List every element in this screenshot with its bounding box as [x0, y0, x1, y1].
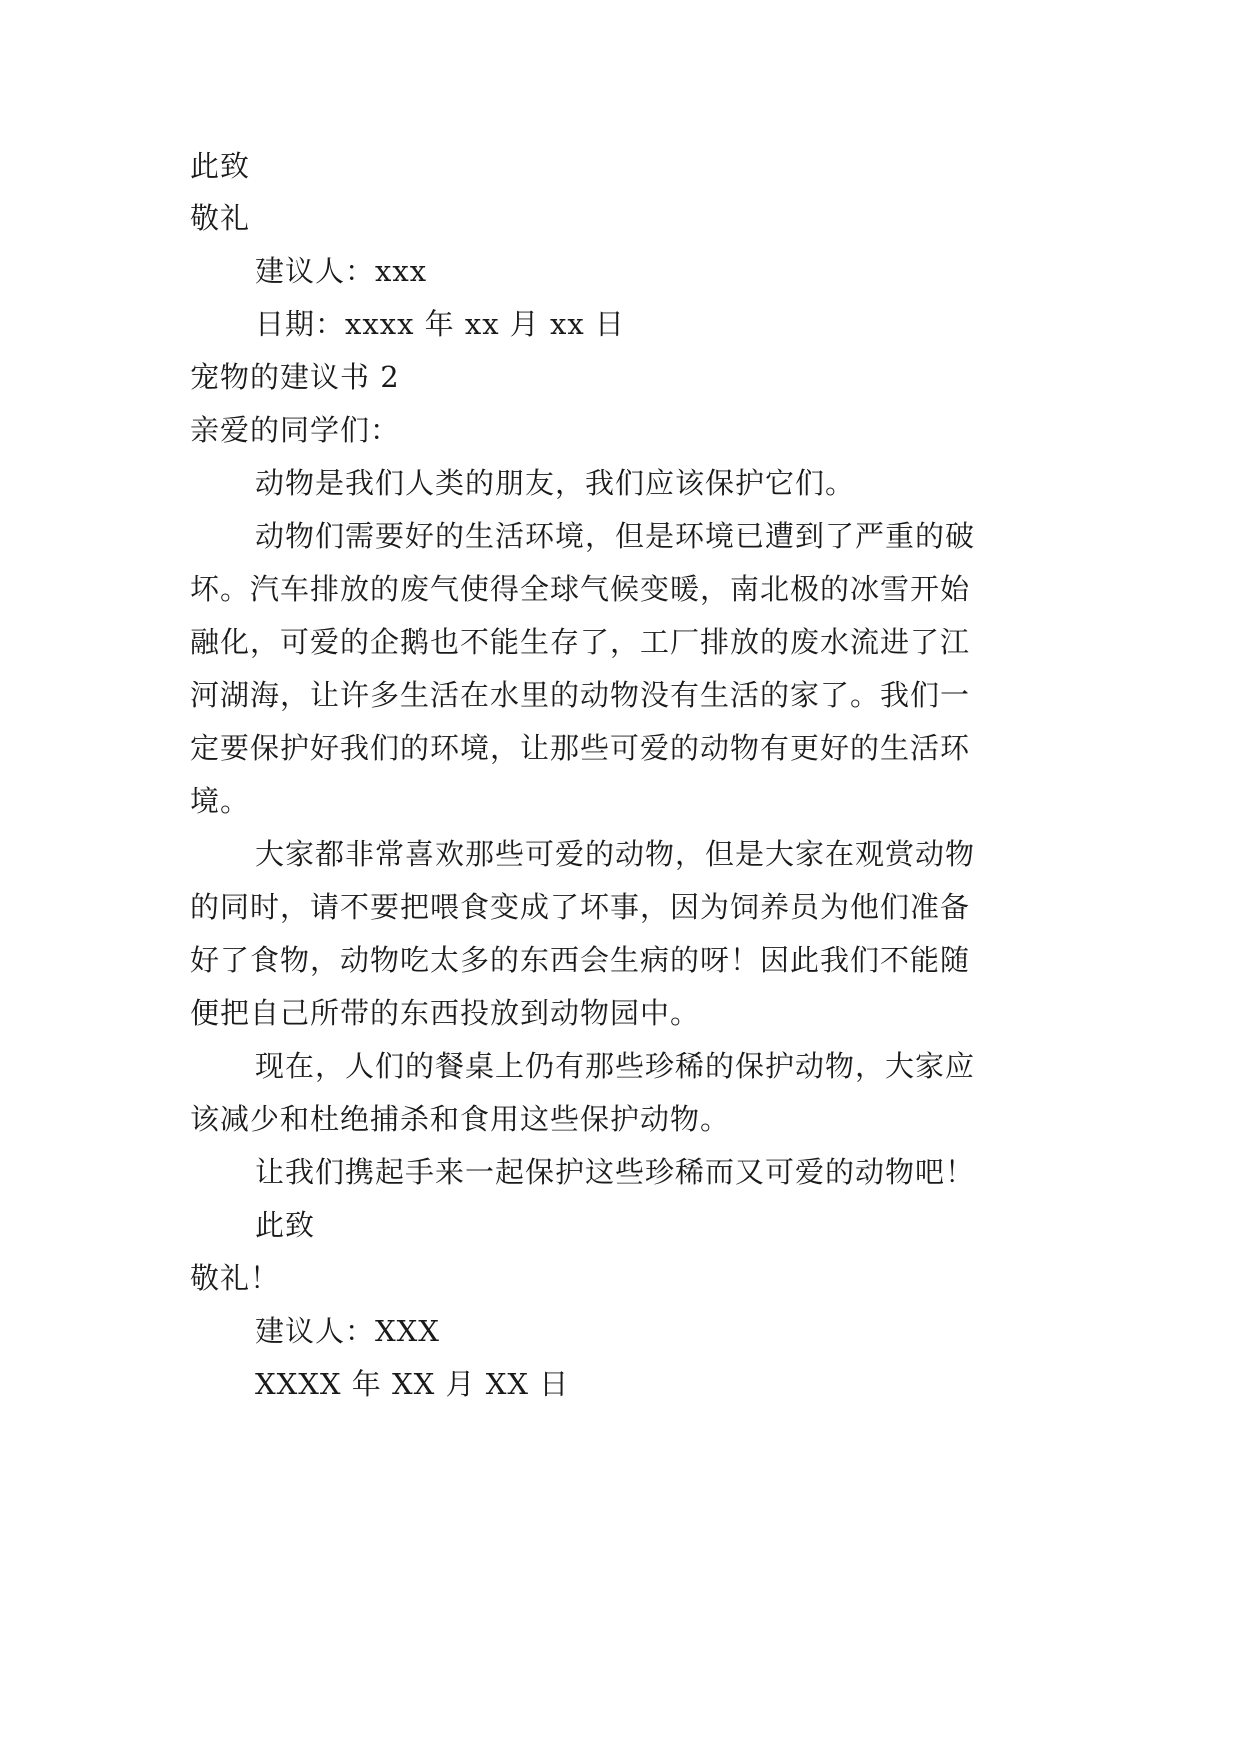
signer-text: 建议人：XXX	[255, 1314, 440, 1348]
salute-text: 敬礼！	[190, 1261, 281, 1295]
paragraph-line: 融化，可爱的企鹅也不能生存了，工厂排放的废水流进了江	[190, 625, 971, 659]
paragraph-line: 让我们携起手来一起保护这些珍稀而又可爱的动物吧！	[255, 1155, 976, 1189]
paragraph-line: 动物们需要好的生活环境，但是环境已遭到了严重的破	[255, 519, 976, 553]
closing-text: 此致	[255, 1208, 316, 1242]
paragraph-line: 定要保护好我们的环境，让那些可爱的动物有更好的生活环	[190, 731, 971, 765]
salute-text: 敬礼	[190, 201, 251, 235]
closing-text: 此致	[190, 149, 251, 183]
paragraph-line: 的同时，请不要把喂食变成了坏事，因为饲养员为他们准备	[190, 890, 971, 924]
paragraph-line: 河湖海，让许多生活在水里的动物没有生活的家了。我们一	[190, 678, 971, 712]
paragraph-line: 大家都非常喜欢那些可爱的动物，但是大家在观赏动物	[255, 837, 976, 871]
paragraph-line: 境。	[190, 784, 251, 818]
paragraph-line: 该减少和杜绝捕杀和食用这些保护动物。	[190, 1102, 731, 1136]
letter-title: 宠物的建议书 2	[190, 360, 400, 394]
signer-text: 建议人：xxx	[255, 254, 428, 288]
date-text: 日期：xxxx 年 xx 月 xx 日	[255, 307, 625, 341]
paragraph-line: 动物是我们人类的朋友，我们应该保护它们。	[255, 466, 856, 500]
paragraph-line: 现在，人们的餐桌上仍有那些珍稀的保护动物，大家应	[255, 1049, 976, 1083]
paragraph-line: 便把自己所带的东西投放到动物园中。	[190, 996, 701, 1030]
greeting-text: 亲爱的同学们：	[190, 413, 401, 447]
date-text: XXXX 年 XX 月 XX 日	[255, 1367, 570, 1401]
paragraph-line: 坏。汽车排放的废气使得全球气候变暖，南北极的冰雪开始	[190, 572, 971, 606]
paragraph-line: 好了食物，动物吃太多的东西会生病的呀！因此我们不能随	[190, 943, 971, 977]
